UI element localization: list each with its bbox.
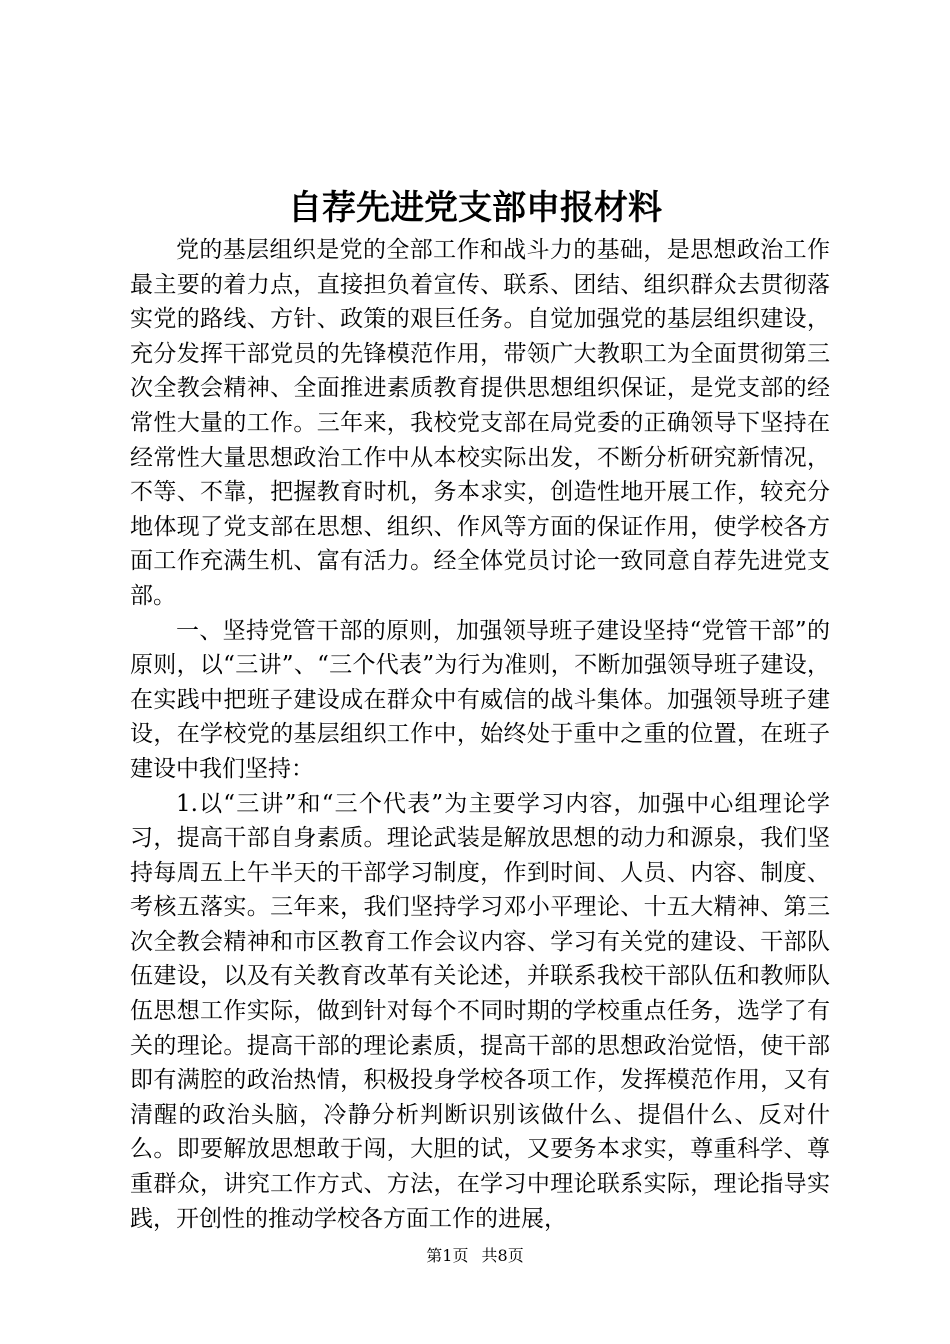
paragraph-item-1: 1.以“三讲”和“三个代表”为主要学习内容，加强中心组理论学习，提高干部自身素质。理论武装是解放思想的动力和源泉，我们坚持每周五上午半天的干部学习制度，作到时间、人员、内容、制度、考核五落实。三年来，我们坚持学习邓小平理论、十五大精神、第三次全教会精神和市区教育工作会议内容、学习有关党的建设、干部队伍建设，以及有关教育改革有关论述，并联系我校干部队伍和教师队伍思想工作实际，做到针对每个不同时期的学校重点任务，选学了有关的理论。提高干部的理论素质，提高干部的思想政治觉悟，使干部即有满腔的政治热情，积极投身学校各项工作，发挥模范作用，又有清醒的政治头脑，冷静分析判断识别该做什么、提倡什么、反对什么。即要解放思想敢于闯，大胆的试，又要务本求实，尊重科学、尊重群众，讲究工作方式、方法，在学习中理论联系实际，理论指导实践，开创性的推动学校各方面工作的进展， [130,790,830,1232]
paragraph-section-1: 一、坚持党管干部的原则，加强领导班子建设坚持“党管干部”的原则，以“三讲”、“三个代表”为行为准则，不断加强领导班子建设，在实践中把班子建设成在群众中有威信的战斗集体。加强领导班子建设，在学校党的基层组织工作中，始终处于重中之重的位置，在班子建设中我们坚持： [130,617,830,782]
page-number: 第1页 [426,1246,469,1265]
page-footer [0,1243,950,1266]
document-title: 自荐先进党支部申报材料 [288,188,662,228]
page-total: 共8页 [481,1246,524,1265]
paragraph-intro: 党的基层组织是党的全部工作和战斗力的基础，是思想政治工作最主要的着力点，直接担负着宣传、联系、团结、组织群众去贯彻落实党的路线、方针、政策的艰巨任务。自觉加强党的基层组织建设，充分发挥干部党员的先锋模范作用，带领广大教职工为全面贯彻第三次全教会精神、全面推进素质教育提供思想组织保证，是党支部的经常性大量的工作。三年来，我校党支部在局党委的正确领导下坚持在经常性大量思想政治工作中从本校实际出发，不断分析研究新情况，不等、不靠，把握教育时机，务本求实，创造性地开展工作，较充分地体现了党支部在思想、组织、作风等方面的保证作用，使学校各方面工作充满生机、富有活力。经全体党员讨论一致同意自荐先进党支部。 [130,237,830,609]
document-body [130,233,830,1236]
